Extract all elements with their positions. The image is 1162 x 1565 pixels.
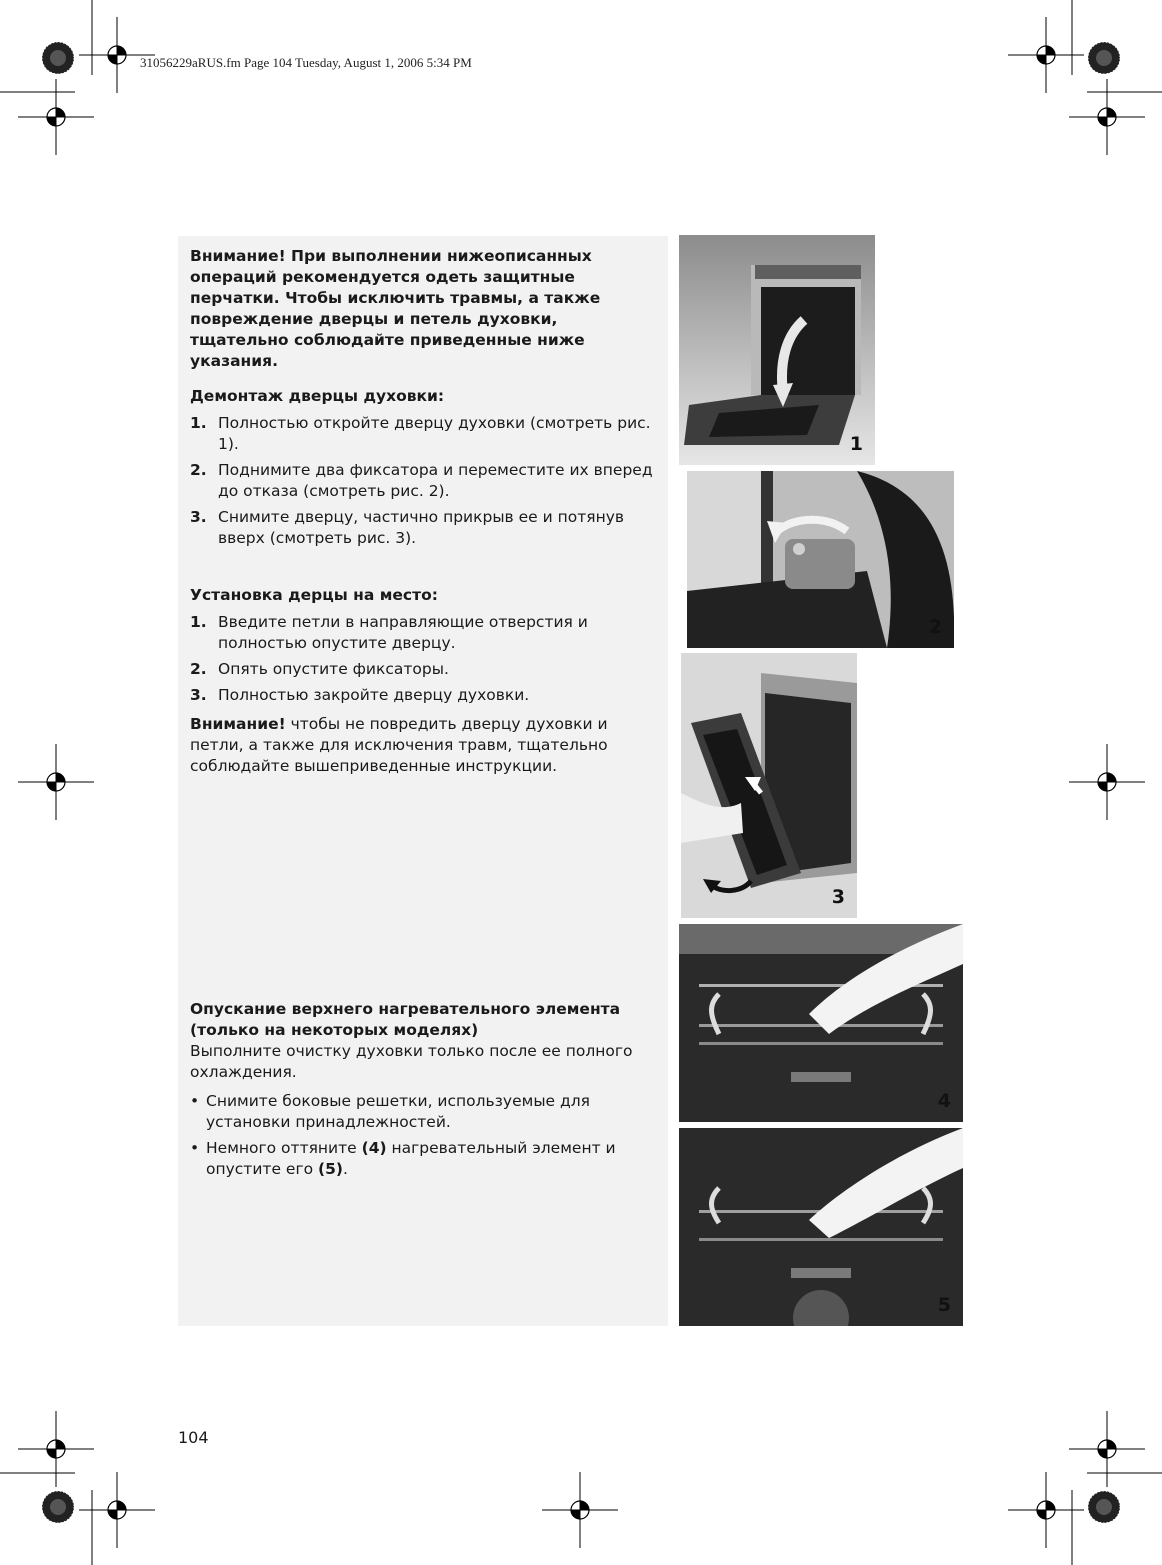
heater-bullet: • Снимите боковые решетки, используемые для установки принадлежностей.: [190, 1091, 660, 1133]
install-step: 1. Введите петли в направляющие отверстия и полностью опустите дверцу.: [190, 613, 588, 652]
removal-section: [190, 386, 660, 554]
oven-door-open-photo: [679, 235, 875, 465]
figure-number: 2: [928, 616, 942, 638]
heating-element-pull-photo: [679, 924, 963, 1122]
figure-number: 1: [849, 433, 863, 455]
figure-4: [679, 924, 963, 1122]
door-removal-photo: [681, 653, 857, 918]
install-section: [190, 585, 660, 777]
install-step: 3. Полностью закройте дверцу духовки.: [190, 686, 530, 704]
figure-number: 5: [937, 1294, 951, 1316]
install-step: 2. Опять опустите фиксаторы.: [190, 660, 449, 678]
install-warning: Внимание! чтобы не повредить дверцу духовки и петли, а также для исключения травм, тщательно соблюдайте вышеприведенные инструкции.: [190, 715, 608, 775]
removal-step: 1. Полностью откройте дверцу духовки (смотреть рис. 1).: [190, 414, 651, 453]
heating-element-lowered-photo: [679, 1128, 963, 1326]
heater-bullet: • Немного оттяните (4) нагревательный элемент и опустите его (5).: [190, 1138, 660, 1180]
figure-5: [679, 1128, 963, 1326]
intro-warning: Внимание! При выполнении нижеописанных операций рекомендуется одеть защитные перчатки. Чтобы исключить травмы, а также повреждение дверцы и петель духовки, тщательно соблюдайте приведенные ниже указания.: [190, 247, 601, 370]
removal-heading: Демонтаж дверцы духовки:: [190, 387, 445, 405]
heater-intro: Выполните очистку духовки только после ее полного охлаждения.: [190, 1042, 633, 1081]
heater-heading: Опускание верхнего нагревательного элемента (только на некоторых моделях): [190, 1000, 621, 1039]
file-slug: 31056229aRUS.fm Page 104 Tuesday, August 1, 2006 5:34 PM: [140, 55, 472, 70]
figure-number: 3: [831, 886, 845, 908]
figure-number: 4: [937, 1090, 951, 1112]
figure-2: [687, 471, 954, 648]
removal-step: 2. Поднимите два фиксатора и переместите их вперед до отказа (смотреть рис. 2).: [190, 461, 653, 500]
install-heading: Установка дерцы на место:: [190, 586, 438, 604]
removal-step: 3. Снимите дверцу, частично прикрыв ее и потянув вверх (смотреть рис. 3).: [190, 508, 625, 547]
figure-1: [679, 235, 875, 465]
hinge-clip-photo: [687, 471, 954, 648]
page-number: 104: [178, 1428, 209, 1447]
heater-section: [190, 999, 660, 1185]
figure-3: [681, 653, 857, 918]
